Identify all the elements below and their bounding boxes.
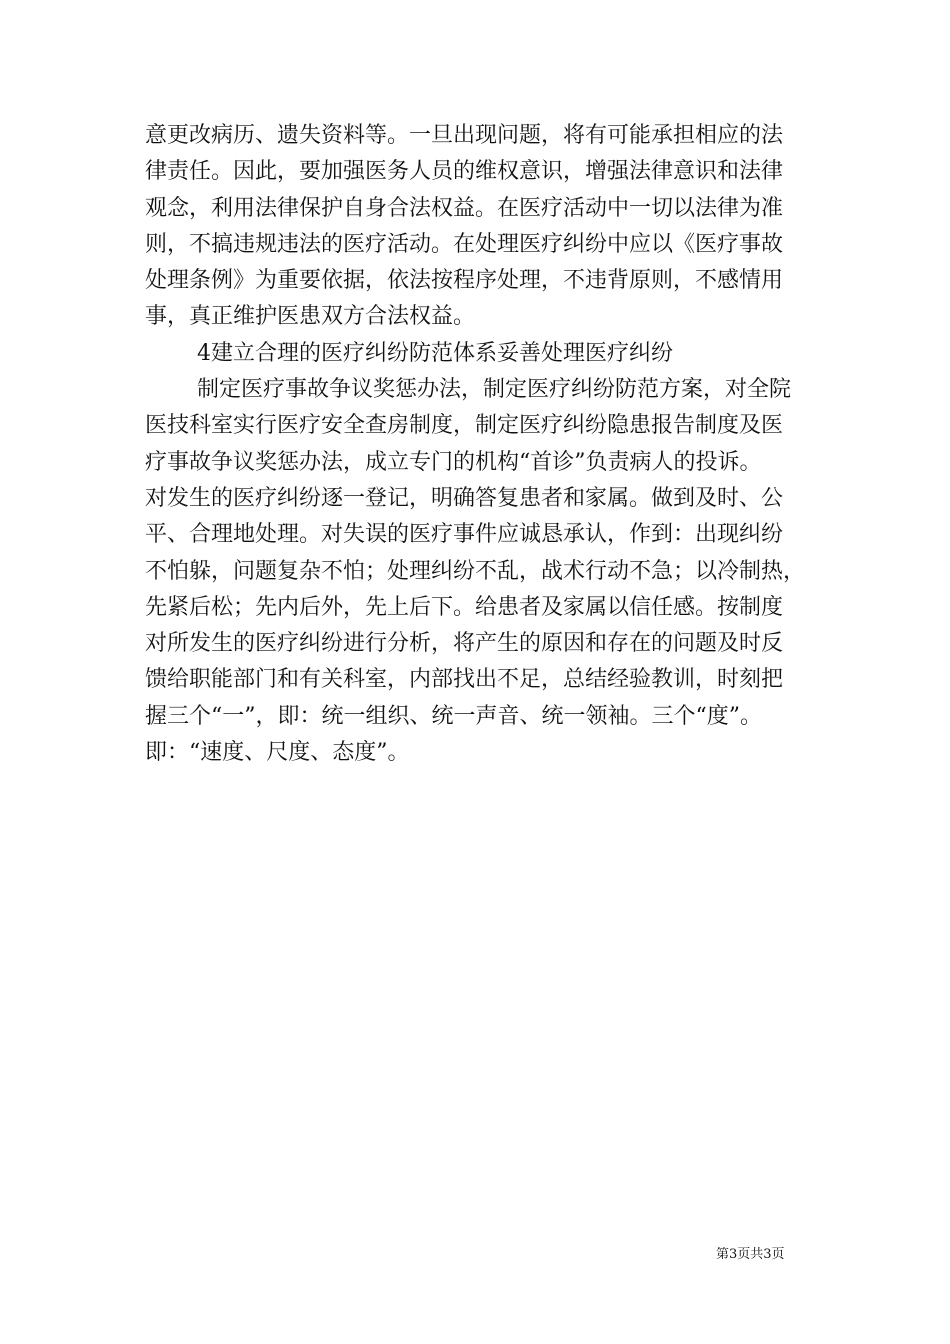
text-line: 不怕躲，问题复杂不怕；处理纠纷不乱，战术行动不急；以冷制热， [145, 558, 806, 584]
text-line: 即：“速度、尺度、态度”。 [145, 740, 410, 766]
page-number: 第3页共3页 [716, 1247, 785, 1262]
text-line: 制定医疗事故争议奖惩办法，制定医疗纠纷防范方案，对全院 [197, 377, 792, 403]
text-line: 握三个“一”，即：统一组织、统一声音、统一领袖。三个“度”。 [145, 703, 762, 729]
text-line: 观念，利用法律保护自身合法权益。在医疗活动中一切以法律为准 [145, 195, 784, 221]
text-line: 事，真正维护医患双方合法权益。 [145, 304, 476, 330]
section-heading: 4建立合理的医疗纠纷防范体系妥善处理医疗纠纷 [197, 340, 673, 366]
text-line: 则，不搞违规违法的医疗活动。在处理医疗纠纷中应以《医疗事故 [145, 231, 784, 257]
text-line: 意更改病历、遗失资料等。一旦出现问题，将有可能承担相应的法 [145, 123, 784, 148]
text-line: 平、合理地处理。对失误的医疗事件应诚恳承认，作到：出现纠纷 [145, 522, 784, 548]
body-text [145, 118, 830, 771]
text-line: 律责任。因此，要加强医务人员的维权意识，增强法律意识和法律 [145, 159, 784, 185]
text-line: 处理条例》为重要依据，依法按程序处理，不违背原则，不感情用 [145, 268, 784, 294]
text-line: 疗事故争议奖惩办法，成立专门的机构“首诊”负责病人的投诉。 [145, 449, 762, 475]
text-line: 对所发生的医疗纠纷进行分析，将产生的原因和存在的问题及时反 [145, 631, 784, 657]
text-line: 医技科室实行医疗安全查房制度，制定医疗纠纷隐患报告制度及医 [145, 413, 784, 439]
text-line: 对发生的医疗纠纷逐一登记，明确答复患者和家属。做到及时、公 [145, 485, 784, 511]
text-line: 先紧后松；先内后外，先上后下。给患者及家属以信任感。按制度 [145, 594, 784, 620]
text-line: 馈给职能部门和有关科室，内部找出不足，总结经验教训，时刻把 [145, 667, 784, 693]
